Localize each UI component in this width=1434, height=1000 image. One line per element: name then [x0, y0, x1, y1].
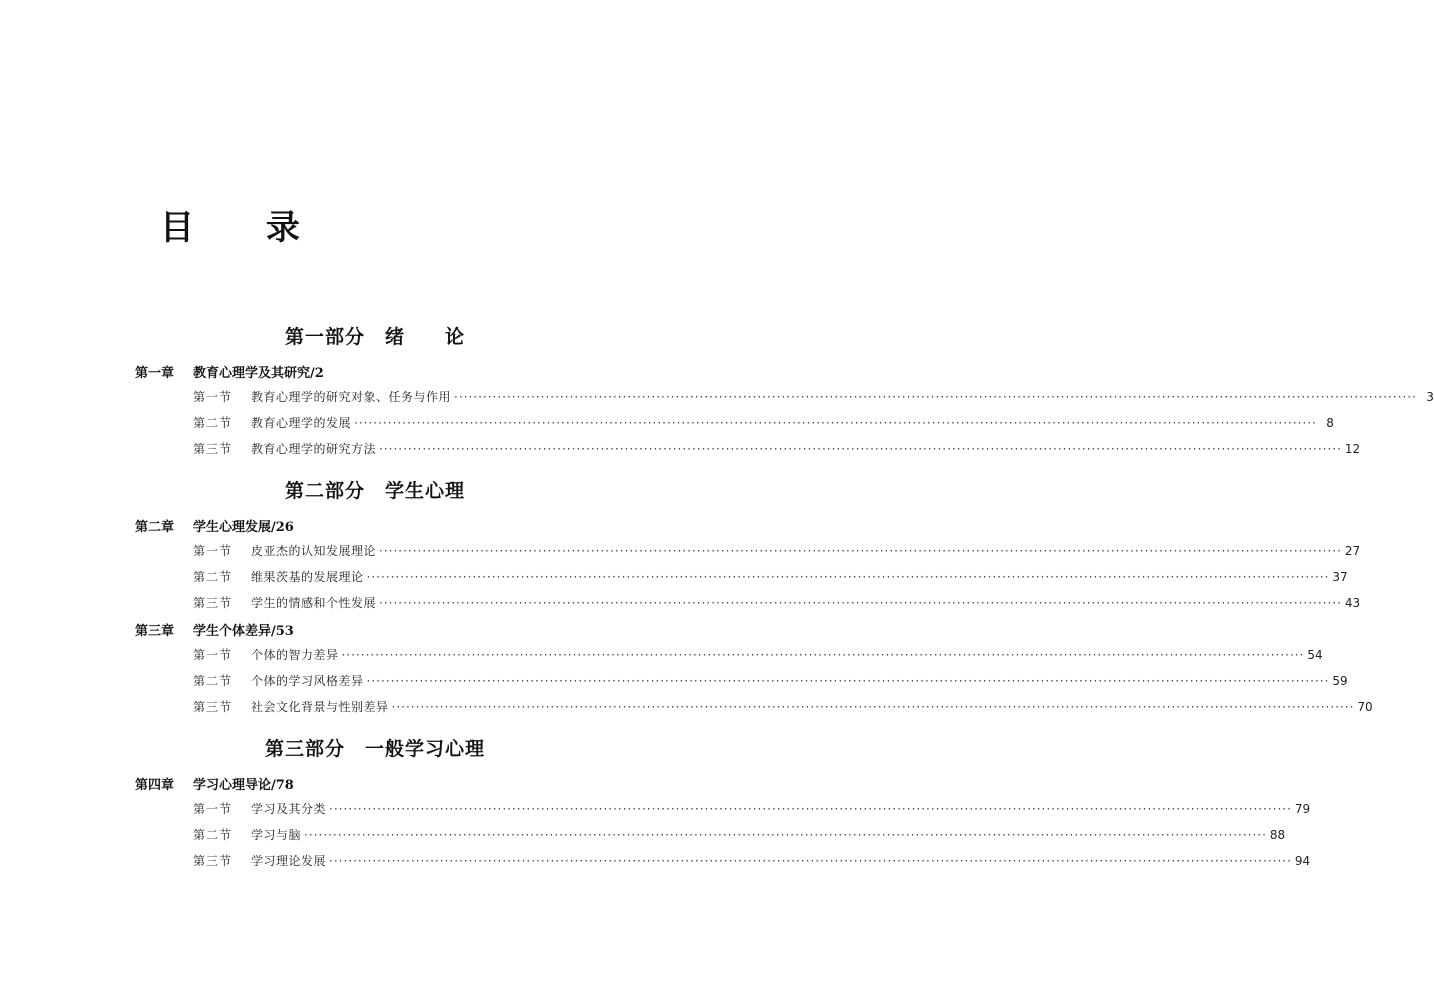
- toc-entry[interactable]: [193, 826, 1286, 844]
- dot-leader: ········································································································································································································: [354, 416, 1317, 430]
- section-title: 维果茨基的发展理论: [251, 570, 364, 584]
- chapter-heading[interactable]: [135, 620, 294, 639]
- section-title: 社会文化背景与性别差异: [251, 700, 389, 714]
- page-number: 3: [1426, 390, 1434, 404]
- toc-entry[interactable]: [193, 568, 1348, 586]
- chapter-title: 学生个体差异/53: [193, 624, 294, 639]
- section-number: 第三节: [193, 700, 233, 714]
- dot-leader: ········································································································································································································: [366, 570, 1330, 584]
- section-number: 第一节: [193, 390, 233, 404]
- section-number: 第一节: [193, 648, 233, 662]
- page-title: 目 录: [160, 208, 330, 248]
- dot-leader: ········································································································································································································: [454, 390, 1417, 404]
- chapter-heading[interactable]: [135, 516, 294, 535]
- section-title: 个体的学习风格差异: [251, 674, 364, 688]
- dot-leader: ········································································································································································································: [304, 828, 1267, 842]
- section-number: 第三节: [193, 442, 233, 456]
- section-number: 第三节: [193, 854, 233, 868]
- toc-entry[interactable]: [193, 672, 1348, 690]
- page-number: 70: [1357, 700, 1373, 714]
- toc-entry[interactable]: [193, 800, 1311, 818]
- dot-leader: ········································································································································································································: [329, 854, 1292, 868]
- page-number: 8: [1326, 416, 1334, 430]
- section-number: 第一节: [193, 802, 233, 816]
- chapter-title: 学习心理导论/78: [193, 778, 294, 793]
- toc-entry[interactable]: [193, 852, 1311, 870]
- dot-leader: ········································································································································································································: [329, 802, 1292, 816]
- toc-entry[interactable]: [193, 594, 1361, 612]
- section-number: 第二节: [193, 416, 233, 430]
- page-number: 94: [1294, 854, 1311, 868]
- section-title: 教育心理学的研究对象、任务与作用: [251, 390, 452, 404]
- chapter-title: 学生心理发展/26: [193, 520, 294, 535]
- toc-entry[interactable]: [193, 698, 1373, 716]
- section-title: 教育心理学的研究方法: [251, 442, 377, 456]
- part-heading: 第一部分 绪 论: [284, 326, 465, 348]
- page-number: 37: [1332, 570, 1348, 584]
- section-number: 第二节: [193, 570, 233, 584]
- section-title: 学习与脑: [251, 828, 302, 842]
- section-title: 皮亚杰的认知发展理论: [251, 544, 377, 558]
- section-number: 第二节: [193, 674, 233, 688]
- dot-leader: ········································································································································································································: [379, 544, 1342, 558]
- section-title: 学习理论发展: [251, 854, 327, 868]
- dot-leader: ········································································································································································································: [391, 700, 1355, 714]
- chapter-number: 第三章: [135, 624, 175, 639]
- section-number: 第一节: [193, 544, 233, 558]
- toc-entry[interactable]: [193, 414, 1334, 432]
- chapter-heading[interactable]: [135, 362, 324, 381]
- toc-entry[interactable]: [193, 646, 1323, 664]
- section-title: 个体的智力差异: [251, 648, 339, 662]
- section-number: 第二节: [193, 828, 233, 842]
- page-number: 27: [1344, 544, 1361, 558]
- chapter-heading[interactable]: [135, 774, 294, 793]
- section-title: 教育心理学的发展: [251, 416, 352, 430]
- page-number: 59: [1332, 674, 1348, 688]
- toc-entry[interactable]: [193, 440, 1361, 458]
- part-heading: 第二部分 学生心理: [284, 480, 465, 502]
- section-number: 第三节: [193, 596, 233, 610]
- chapter-number: 第一章: [135, 366, 175, 381]
- chapter-title: 教育心理学及其研究/2: [193, 366, 324, 381]
- toc-entry[interactable]: [193, 388, 1434, 406]
- dot-leader: ········································································································································································································: [341, 648, 1305, 662]
- page-number: 79: [1294, 802, 1311, 816]
- chapter-number: 第二章: [135, 520, 175, 535]
- dot-leader: ········································································································································································································: [366, 674, 1330, 688]
- section-title: 学习及其分类: [251, 802, 327, 816]
- dot-leader: ········································································································································································································: [379, 596, 1342, 610]
- toc-entry[interactable]: [193, 542, 1361, 560]
- section-title: 学生的情感和个性发展: [251, 596, 377, 610]
- page-number: 54: [1307, 648, 1323, 662]
- page-number: 12: [1344, 442, 1361, 456]
- dot-leader: ········································································································································································································: [379, 442, 1342, 456]
- part-heading: 第三部分 一般学习心理: [264, 738, 485, 760]
- chapter-number: 第四章: [135, 778, 175, 793]
- page-number: 43: [1344, 596, 1361, 610]
- page-number: 88: [1269, 828, 1286, 842]
